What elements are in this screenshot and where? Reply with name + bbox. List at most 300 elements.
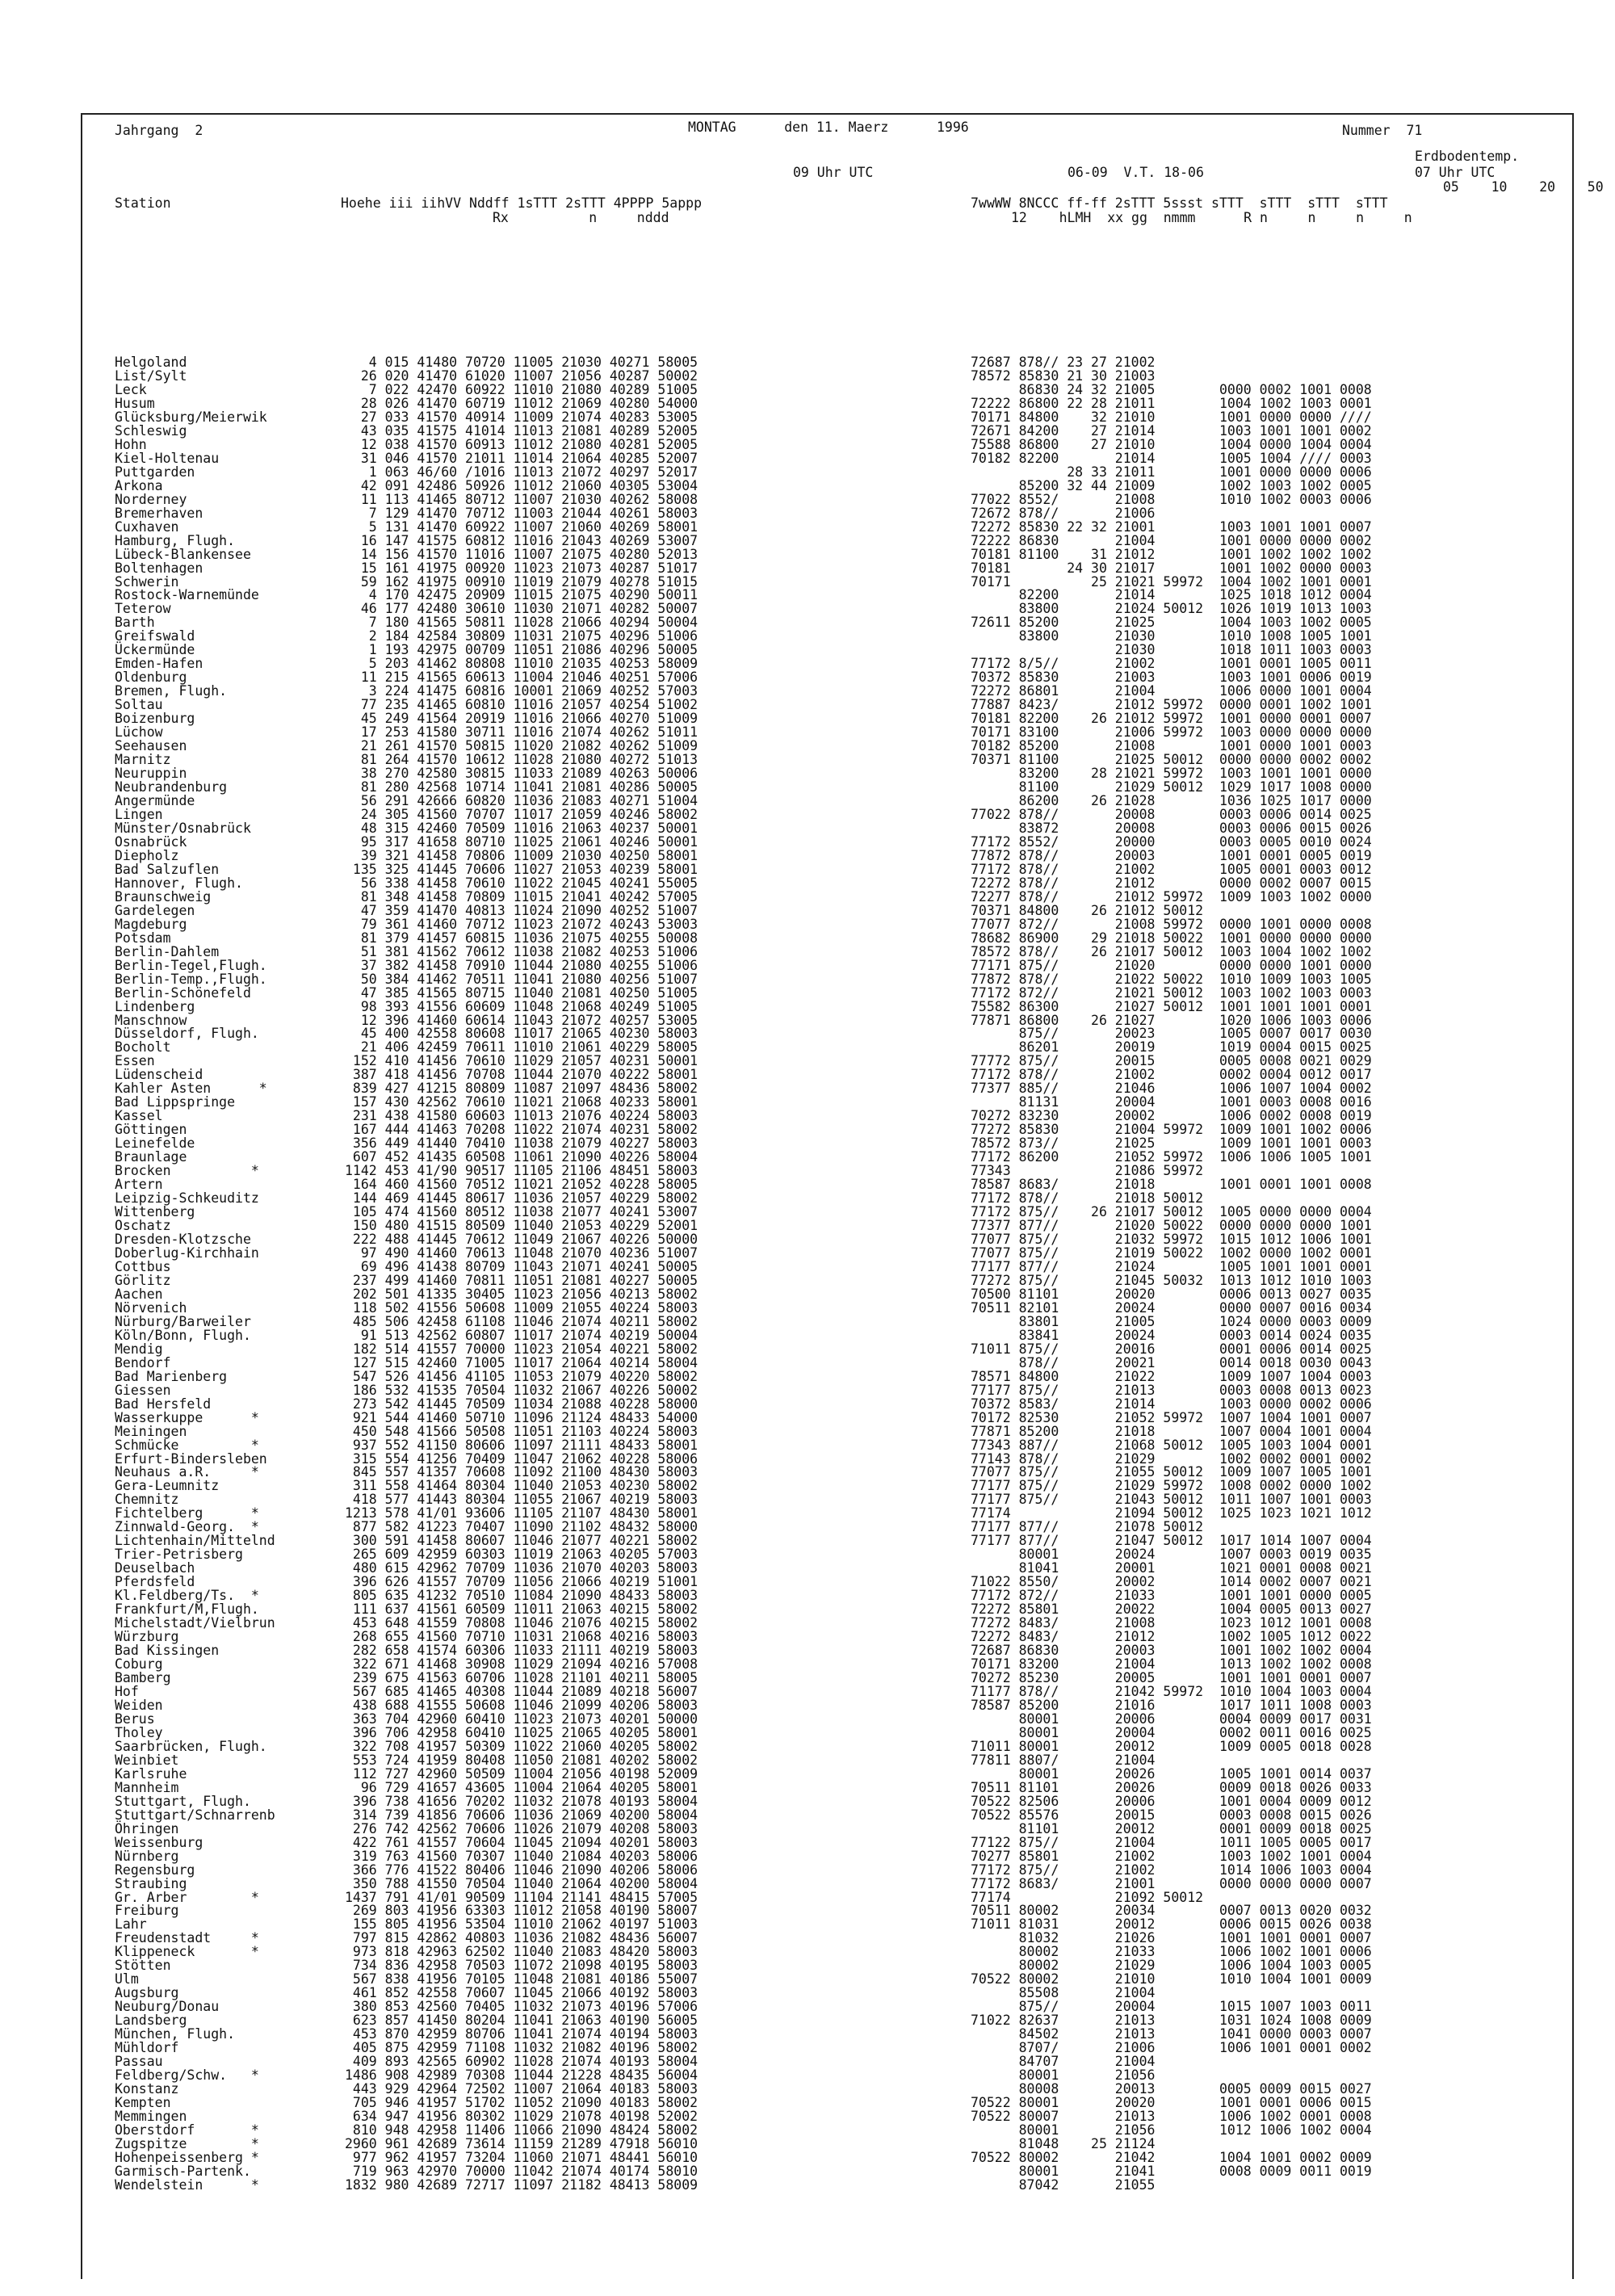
station-extra: 81032 21026 1001 1001 0001 0007 xyxy=(971,1930,1372,1946)
station-synop: 11 113 41465 80712 11007 21030 40262 58008 xyxy=(345,491,698,507)
station-name: Neuruppin xyxy=(115,766,187,782)
station-synop: 363 704 42960 60410 11023 21073 40201 50000 xyxy=(345,1710,698,1727)
station-extra: 80002 21029 1006 1004 1003 0005 xyxy=(971,1958,1372,1974)
station-synop: 11 215 41565 60613 11004 21046 40251 57006 xyxy=(345,669,698,686)
station-extra: 77171 875// 21020 0000 0000 1001 0000 xyxy=(971,957,1372,973)
station-extra: 77872 878// 21022 50022 1010 1009 1003 1005 xyxy=(971,971,1372,987)
station-extra: 80001 20004 0002 0011 0016 0025 xyxy=(971,1724,1372,1740)
station-row xyxy=(82,1547,1572,1561)
station-extra: 77772 875// 20015 0005 0008 0021 0029 xyxy=(971,1053,1372,1069)
station-row xyxy=(82,369,1572,383)
station-row xyxy=(82,1177,1572,1191)
station-extra: 70522 80007 21013 1006 1002 0001 0008 xyxy=(971,2109,1372,2124)
station-extra: 70171 83200 21004 1013 1002 1002 0008 xyxy=(971,1656,1372,1673)
station-extra: 77887 8423/ 21012 59972 0000 0001 1002 1001 xyxy=(971,697,1372,713)
station-synop: 387 418 41456 70708 11044 21070 40222 58001 xyxy=(345,1067,698,1083)
station-synop: 46 177 42480 30610 11030 21071 40282 50007 xyxy=(345,601,698,617)
station-synop: 43 035 41575 41014 11013 21081 40289 52005 xyxy=(345,422,698,439)
station-extra: 71011 875// 20016 0001 0006 0014 0025 xyxy=(971,1341,1372,1357)
station-name: Oschatz xyxy=(115,1218,171,1234)
station-extra: 77811 8807/ 21004 xyxy=(971,1752,1156,1768)
station-extra: 8707/ 21006 1006 1001 0001 0002 xyxy=(971,2040,1372,2056)
station-extra: 70181 81100 31 21012 1001 1002 1002 1002 xyxy=(971,546,1372,562)
station-synop: 607 452 41435 60508 11061 21090 40226 58004 xyxy=(345,1149,698,1165)
station-row xyxy=(82,1000,1572,1014)
station-name: Schmücke * xyxy=(115,1437,259,1453)
station-synop: 1486 908 42989 70308 11044 21228 48435 56004 xyxy=(345,2067,698,2084)
station-name: Passau xyxy=(115,2054,163,2070)
station-synop: 39 321 41458 70806 11009 21030 40250 58001 xyxy=(345,847,698,863)
station-extra: 84707 21004 xyxy=(971,2054,1156,2070)
station-name: Münster/Osnabrück xyxy=(115,820,251,836)
station-extra: 70522 80002 21042 1004 1001 0002 0009 xyxy=(971,2149,1372,2165)
station-row xyxy=(82,1109,1572,1123)
station-extra: 77177 877// 21078 50012 xyxy=(971,1519,1204,1535)
station-row xyxy=(82,1904,1572,1917)
station-row xyxy=(82,534,1572,548)
station-row xyxy=(82,1492,1572,1506)
station-extra: 70371 84800 26 21012 50012 xyxy=(971,902,1204,918)
station-row xyxy=(82,808,1572,821)
station-row xyxy=(82,1561,1572,1575)
station-extra: 70181 82200 26 21012 59972 1001 0000 0001 0007 xyxy=(971,711,1372,727)
station-row xyxy=(82,1014,1572,1027)
station-extra: 72671 84200 27 21014 1003 1001 1001 0002 xyxy=(971,422,1372,439)
station-synop: 3 224 41475 60816 10001 21069 40252 57003 xyxy=(345,683,698,699)
station-extra: 77172 8/5// 21002 1001 0001 1005 0011 xyxy=(971,656,1372,672)
station-name: Hof xyxy=(115,1683,139,1699)
station-synop: 623 857 41450 80204 11041 21063 40190 56005 xyxy=(345,2013,698,2029)
station-extra: 85508 21004 xyxy=(971,1985,1156,2001)
station-row xyxy=(82,397,1572,410)
station-synop: 7 022 42470 60922 11010 21080 40289 51005 xyxy=(345,381,698,397)
station-synop: 105 474 41560 80512 11038 21077 40241 53007 xyxy=(345,1204,698,1220)
station-name: Neuhaus a.R. * xyxy=(115,1464,259,1480)
station-synop: 705 946 41957 51702 11052 21090 40183 58002 xyxy=(345,2095,698,2111)
station-name: Stötten xyxy=(115,1958,171,1974)
station-name: Garmisch-Partenk. xyxy=(115,2163,251,2179)
station-name: Zinnwald-Georg. * xyxy=(115,1519,259,1535)
station-row xyxy=(82,753,1572,766)
station-row xyxy=(82,1863,1572,1877)
station-extra: 84502 21013 1041 0000 0003 0007 xyxy=(971,2026,1372,2042)
station-row xyxy=(82,1219,1572,1232)
station-synop: 81 280 42568 10714 11041 21081 40286 50005 xyxy=(345,779,698,795)
station-extra: 70500 81101 20020 0006 0013 0027 0035 xyxy=(971,1286,1372,1302)
station-name: Leipzig-Schkeuditz xyxy=(115,1190,259,1207)
station-extra: 80001 21056 1012 1006 1002 0004 xyxy=(971,2122,1372,2138)
station-name: Bocholt xyxy=(115,1039,171,1056)
station-synop: 2960 961 42689 73614 11159 21289 47918 56010 xyxy=(345,2135,698,2151)
station-synop: 276 742 42562 70606 11026 21079 40208 58003 xyxy=(345,1820,698,1836)
station-extra: 80001 20006 0004 0009 0017 0031 xyxy=(971,1710,1372,1727)
report-number: Nummer 71 xyxy=(1342,123,1423,138)
station-row xyxy=(82,1260,1572,1274)
station-name: Gera-Leumnitz xyxy=(115,1478,220,1494)
station-name: Seehausen xyxy=(115,738,187,754)
station-row xyxy=(82,2082,1572,2096)
station-name: Coburg xyxy=(115,1656,163,1673)
station-extra: 80008 20013 0005 0009 0015 0027 xyxy=(971,2081,1372,2097)
station-synop: 155 805 41956 53504 11010 21062 40197 51003 xyxy=(345,1916,698,1933)
station-row xyxy=(82,904,1572,917)
station-name: Berlin-Tegel,Flugh. xyxy=(115,957,267,973)
station-name: Norderney xyxy=(115,491,187,507)
station-extra: 82200 21014 1025 1018 1012 0004 xyxy=(971,587,1372,603)
station-synop: 443 929 42964 72502 11007 21064 40183 58003 xyxy=(345,2081,698,2097)
station-row xyxy=(82,1602,1572,1616)
station-name: Oldenburg xyxy=(115,669,187,686)
station-name: Wasserkuppe * xyxy=(115,1409,259,1425)
station-extra: 70511 80002 20034 0007 0013 0020 0032 xyxy=(971,1903,1372,1919)
station-synop: 144 469 41445 80617 11036 21057 40229 58002 xyxy=(345,1190,698,1207)
station-name: Barth xyxy=(115,615,155,631)
station-name: Puttgarden xyxy=(115,464,195,480)
station-row xyxy=(82,451,1572,465)
station-row xyxy=(82,1040,1572,1054)
station-row xyxy=(82,1425,1572,1438)
station-name: Frankfurt/M,Flugh. xyxy=(115,1601,259,1618)
station-row xyxy=(82,835,1572,849)
station-synop: 319 763 41560 70307 11040 21084 40203 58006 xyxy=(345,1848,698,1864)
station-row xyxy=(82,1506,1572,1520)
station-name: Weissenburg xyxy=(115,1834,203,1850)
station-name: Diepholz xyxy=(115,847,179,863)
station-synop: 118 502 41556 50608 11009 21055 40224 58003 xyxy=(345,1299,698,1316)
station-name: Angermünde xyxy=(115,793,195,808)
station-name: Berlin-Temp.,Flugh. xyxy=(115,971,267,987)
station-name: Kassel xyxy=(115,1108,163,1124)
station-name: Bremerhaven xyxy=(115,505,203,521)
station-name: Neuburg/Donau xyxy=(115,1999,220,2015)
station-row xyxy=(82,780,1572,794)
station-row xyxy=(82,1274,1572,1287)
station-row xyxy=(82,2123,1572,2137)
station-row xyxy=(82,506,1572,520)
station-row xyxy=(82,657,1572,670)
station-row xyxy=(82,629,1572,643)
station-synop: 396 706 42958 60410 11025 21065 40205 58001 xyxy=(345,1724,698,1740)
station-extra: 77343 21086 59972 xyxy=(971,1163,1204,1179)
station-name: Doberlug-Kirchhain xyxy=(115,1245,259,1261)
station-synop: 1142 453 41/90 90517 11105 21106 48451 58003 xyxy=(345,1163,698,1179)
station-extra: 21030 1018 1011 1003 0003 xyxy=(971,642,1372,658)
station-synop: 81 264 41570 10612 11028 21080 40272 51013 xyxy=(345,752,698,768)
station-name: Leinefelde xyxy=(115,1135,195,1152)
station-name: Saarbrücken, Flugh. xyxy=(115,1738,267,1754)
station-name: Potsdam xyxy=(115,930,171,946)
station-synop: 2 184 42584 30809 11031 21075 40296 51006 xyxy=(345,628,698,644)
column-header-line2b: 12 hLMH xx gg nmmm R n n n n xyxy=(1011,210,1412,225)
station-row xyxy=(82,2041,1572,2055)
column-header-line1b: 7wwWW 8NCCC ff-ff 2sTTT 5ssst sTTT sTTT sTTT sTTT xyxy=(971,195,1388,211)
station-name: Lüchow xyxy=(115,724,163,741)
station-name: Manschnow xyxy=(115,1012,187,1028)
station-synop: 973 818 42963 62502 11040 21083 48420 58003 xyxy=(345,1944,698,1960)
station-synop: 4 170 42475 20909 11015 21075 40290 50011 xyxy=(345,587,698,603)
station-extra: 70522 80002 21010 1010 1004 1001 0009 xyxy=(971,1971,1372,1987)
station-synop: 273 542 41445 70509 11034 21088 40228 58000 xyxy=(345,1396,698,1412)
station-synop: 396 738 41656 70202 11032 21078 40193 58004 xyxy=(345,1793,698,1809)
station-extra: 81048 25 21124 xyxy=(971,2135,1156,2151)
station-name: Freiburg xyxy=(115,1903,179,1919)
station-extra: 86200 26 21028 1036 1025 1017 0000 xyxy=(971,793,1372,808)
station-row xyxy=(82,493,1572,506)
station-name: Marnitz xyxy=(115,752,171,768)
station-row xyxy=(82,794,1572,808)
station-synop: 97 490 41460 70613 11048 21070 40236 51007 xyxy=(345,1245,698,1261)
station-row xyxy=(82,1438,1572,1452)
station-extra: 77122 875// 21004 1011 1005 0005 0017 xyxy=(971,1834,1372,1850)
station-row xyxy=(82,2137,1572,2151)
station-name: Göttingen xyxy=(115,1122,187,1138)
station-synop: 37 382 41458 70910 11044 21080 40255 51006 xyxy=(345,957,698,973)
station-synop: 186 532 41535 70504 11032 21067 40226 50002 xyxy=(345,1382,698,1398)
station-extra: 71011 80001 20012 1009 0005 0018 0028 xyxy=(971,1738,1372,1754)
station-name: Karlsruhe xyxy=(115,1765,187,1782)
station-extra: 75588 86800 27 21010 1004 0000 1004 0004 xyxy=(971,436,1372,452)
station-extra: 83841 20024 0003 0014 0024 0035 xyxy=(971,1327,1372,1343)
station-name: Freudenstadt * xyxy=(115,1930,259,1946)
station-row xyxy=(82,1479,1572,1492)
station-row xyxy=(82,2000,1572,2013)
station-name: Emden-Hafen xyxy=(115,656,203,672)
station-name: Bad Salzuflen xyxy=(115,861,220,877)
station-extra: 77022 878// 20008 0003 0006 0014 0025 xyxy=(971,806,1372,822)
station-synop: 111 637 41561 60509 11011 21063 40215 58002 xyxy=(345,1601,698,1618)
station-synop: 98 393 41556 60609 11048 21068 40249 51005 xyxy=(345,998,698,1014)
station-row xyxy=(82,2027,1572,2041)
station-synop: 839 427 41215 80809 11087 21097 48436 58002 xyxy=(345,1081,698,1097)
station-synop: 634 947 41956 80302 11029 21078 40198 52002 xyxy=(345,2109,698,2124)
station-extra: 72672 878// 21006 xyxy=(971,505,1156,521)
station-extra: 77177 877// 21024 1005 1001 1001 0001 xyxy=(971,1258,1372,1274)
station-extra: 70272 85230 20005 1001 1001 0001 0007 xyxy=(971,1670,1372,1685)
station-extra: 77377 877// 21020 50022 0000 0000 0000 1001 xyxy=(971,1218,1372,1234)
station-row xyxy=(82,1589,1572,1602)
station-name: Cottbus xyxy=(115,1258,171,1274)
station-row xyxy=(82,2068,1572,2082)
station-synop: 38 270 42580 30815 11033 21089 40263 50006 xyxy=(345,766,698,782)
station-extra: 72222 86800 22 28 21011 1004 1002 1003 0001 xyxy=(971,395,1372,411)
station-extra: 80001 21056 xyxy=(971,2067,1156,2084)
station-row xyxy=(82,986,1572,1000)
station-synop: 127 515 42460 71005 11017 21064 40214 58004 xyxy=(345,1354,698,1370)
station-row xyxy=(82,355,1572,369)
station-name: Gr. Arber * xyxy=(115,1889,259,1905)
station-row xyxy=(82,548,1572,561)
station-extra: 72687 86830 20003 1001 1002 1002 0004 xyxy=(971,1643,1372,1659)
station-name: Fichtelberg * xyxy=(115,1505,259,1522)
station-name: Bad Marienberg xyxy=(115,1368,228,1384)
station-synop: 7 129 41470 70712 11003 21044 40261 58003 xyxy=(345,505,698,521)
station-name: Lahr xyxy=(115,1916,147,1933)
station-row xyxy=(82,890,1572,904)
station-extra: 72272 85801 20022 1004 0005 0013 0027 xyxy=(971,1601,1372,1618)
station-name: Bendorf xyxy=(115,1354,171,1370)
station-row xyxy=(82,561,1572,575)
station-synop: 734 836 42958 70503 11072 21098 40195 58003 xyxy=(345,1958,698,1974)
station-extra: 77177 875// 21029 59972 1008 0002 0000 1002 xyxy=(971,1478,1372,1494)
station-name: Gardelegen xyxy=(115,902,195,918)
station-name: Osnabrück xyxy=(115,833,187,850)
station-row xyxy=(82,615,1572,629)
station-name: München, Flugh. xyxy=(115,2026,236,2042)
station-row xyxy=(82,1972,1572,1986)
station-synop: 79 361 41460 70712 11023 21072 40243 53003 xyxy=(345,916,698,932)
station-name: Düsseldorf, Flugh. xyxy=(115,1026,259,1042)
station-name: Zugspitze * xyxy=(115,2135,259,2151)
station-synop: 356 449 41440 70410 11038 21079 40227 58003 xyxy=(345,1135,698,1152)
station-row xyxy=(82,479,1572,493)
station-synop: 47 385 41565 80715 11040 21081 40250 51005 xyxy=(345,984,698,1001)
station-name: Stuttgart/Schnarrenb xyxy=(115,1807,275,1823)
station-name: Rostock-Warnemünde xyxy=(115,587,259,603)
station-extra: 77172 86200 21052 59972 1006 1006 1005 1001 xyxy=(971,1149,1372,1165)
station-row xyxy=(82,1301,1572,1315)
station-synop: 719 963 42970 70000 11042 21074 40174 58010 xyxy=(345,2163,698,2179)
station-extra: 77377 885// 21046 1006 1007 1004 0002 xyxy=(971,1081,1372,1097)
station-row xyxy=(82,383,1572,397)
station-synop: 322 671 41468 30908 11029 21094 40216 57008 xyxy=(345,1656,698,1673)
station-name: Cuxhaven xyxy=(115,518,179,535)
station-extra: 77172 878// 21002 0002 0004 0012 0017 xyxy=(971,1067,1372,1083)
station-row xyxy=(82,1836,1572,1849)
station-synop: 24 305 41560 70707 11017 21059 40246 58002 xyxy=(345,806,698,822)
station-name: Straubing xyxy=(115,1875,187,1891)
station-extra: 70181 24 30 21017 1001 1002 0000 0003 xyxy=(971,560,1372,576)
station-extra: 77172 875// 26 21017 50012 1005 0000 0000 0004 xyxy=(971,1204,1372,1220)
station-row xyxy=(82,588,1572,602)
station-synop: 422 761 41557 70604 11045 21094 40201 58003 xyxy=(345,1834,698,1850)
station-row xyxy=(82,1191,1572,1205)
station-name: Greifswald xyxy=(115,628,195,644)
station-row xyxy=(82,643,1572,657)
station-row xyxy=(82,1931,1572,1945)
station-row xyxy=(82,1164,1572,1177)
station-extra: 70522 82506 20006 1001 0004 0009 0012 xyxy=(971,1793,1372,1809)
station-name: Deuselbach xyxy=(115,1560,195,1576)
station-extra: 70511 81101 20026 0009 0018 0026 0033 xyxy=(971,1779,1372,1795)
station-synop: 56 291 42666 60820 11036 21083 40271 51004 xyxy=(345,793,698,808)
station-name: Lindenberg xyxy=(115,998,195,1014)
station-name: Memmingen xyxy=(115,2109,187,2124)
station-name: Görlitz xyxy=(115,1272,171,1288)
station-row xyxy=(82,1136,1572,1150)
station-synop: 480 615 42962 70709 11036 21070 40203 58003 xyxy=(345,1560,698,1576)
station-row xyxy=(82,1891,1572,1904)
station-synop: 877 582 41223 70407 11090 21102 48432 58000 xyxy=(345,1519,698,1535)
station-name: Soltau xyxy=(115,697,163,713)
station-synop: 50 384 41462 70511 11041 21080 40256 51007 xyxy=(345,971,698,987)
station-table xyxy=(82,355,1572,2192)
station-extra: 72611 85200 21025 1004 1003 1002 0005 xyxy=(971,615,1372,631)
station-synop: 485 506 42458 61108 11046 21074 40211 58002 xyxy=(345,1313,698,1329)
station-extra: 77272 85830 21004 59972 1009 1001 1002 0006 xyxy=(971,1122,1372,1138)
station-extra: 77172 875// 21002 1014 1006 1003 0004 xyxy=(971,1862,1372,1878)
station-name: Aachen xyxy=(115,1286,163,1302)
station-synop: 405 875 42959 71108 11032 21082 40196 58002 xyxy=(345,2040,698,2056)
station-extra: 70371 81100 21025 50012 0000 0000 0002 0002 xyxy=(971,752,1372,768)
station-name: Meiningen xyxy=(115,1423,187,1439)
station-synop: 845 557 41357 70608 11092 21100 48430 58003 xyxy=(345,1464,698,1480)
station-extra: 28 33 21011 1001 0000 0000 0006 xyxy=(971,464,1372,480)
station-name: Feldberg/Schw. * xyxy=(115,2067,259,2084)
station-extra: 81100 21029 50012 1029 1017 1008 0000 xyxy=(971,779,1372,795)
station-synop: 182 514 41557 70000 11023 21054 40221 58002 xyxy=(345,1341,698,1357)
station-name: Magdeburg xyxy=(115,916,187,932)
station-synop: 1832 980 42689 72717 11097 21182 48413 58009 xyxy=(345,2176,698,2193)
station-synop: 314 739 41856 70606 11036 21069 40200 58004 xyxy=(345,1807,698,1823)
station-extra: 70522 80001 20020 1001 0001 0006 0015 xyxy=(971,2095,1372,2111)
station-row xyxy=(82,1411,1572,1425)
station-synop: 150 480 41515 80509 11040 21053 40229 52001 xyxy=(345,1218,698,1234)
station-name: Ulm xyxy=(115,1971,139,1987)
station-extra: 77172 878// 21018 50012 xyxy=(971,1190,1204,1207)
station-row xyxy=(82,2164,1572,2178)
station-extra: 72222 86830 21004 1001 0000 0000 0002 xyxy=(971,532,1372,548)
station-row xyxy=(82,1342,1572,1356)
station-extra: 71022 82637 21013 1031 1024 1008 0009 xyxy=(971,2013,1372,2029)
station-name: Ückermünde xyxy=(115,642,195,658)
station-extra: 70522 85576 20015 0003 0008 0015 0026 xyxy=(971,1807,1372,1823)
station-extra: 72277 878// 21012 59972 1009 1003 1002 0000 xyxy=(971,888,1372,905)
station-name: Stuttgart, Flugh. xyxy=(115,1793,251,1809)
station-row xyxy=(82,698,1572,711)
station-synop: 921 544 41460 50710 11096 21124 48433 54000 xyxy=(345,1409,698,1425)
station-name: Schwerin xyxy=(115,573,179,590)
station-synop: 91 513 42562 60807 11017 21074 40219 50004 xyxy=(345,1327,698,1343)
station-synop: 81 379 41457 60815 11036 21075 40255 50008 xyxy=(345,930,698,946)
station-row xyxy=(82,1945,1572,1958)
station-name: Hannover, Flugh. xyxy=(115,875,243,891)
station-extra: 71022 8550/ 20002 1014 0002 0007 0021 xyxy=(971,1574,1372,1590)
station-name: Wendelstein * xyxy=(115,2176,259,2193)
station-synop: 450 548 41566 50508 11051 21103 40224 58003 xyxy=(345,1423,698,1439)
station-row xyxy=(82,2096,1572,2109)
station-name: Brocken * xyxy=(115,1163,259,1179)
station-row xyxy=(82,1026,1572,1040)
station-row xyxy=(82,438,1572,451)
station-name: Klippeneck * xyxy=(115,1944,259,1960)
station-synop: 27 033 41570 40914 11009 21074 40283 53005 xyxy=(345,409,698,425)
station-synop: 380 853 42560 70405 11032 21073 40196 57006 xyxy=(345,1999,698,2015)
station-row xyxy=(82,1123,1572,1136)
station-extra: 71177 878// 21042 59972 1010 1004 1003 0004 xyxy=(971,1683,1372,1699)
station-synop: 231 438 41580 60603 11013 21076 40224 58003 xyxy=(345,1108,698,1124)
station-name: Würzburg xyxy=(115,1629,179,1645)
station-synop: 366 776 41522 80406 11046 21090 40206 58006 xyxy=(345,1862,698,1878)
station-name: Leck xyxy=(115,381,147,397)
station-extra: 77272 8483/ 21008 1023 1012 1001 0008 xyxy=(971,1615,1372,1631)
station-row xyxy=(82,1698,1572,1712)
station-synop: 268 655 41560 70710 11031 21068 40216 58003 xyxy=(345,1629,698,1645)
station-synop: 1213 578 41/01 93606 11105 21107 48430 58001 xyxy=(345,1505,698,1522)
station-name: Bremen, Flugh. xyxy=(115,683,228,699)
station-name: Braunlage xyxy=(115,1149,187,1165)
station-synop: 300 591 41458 80607 11046 21077 40221 58002 xyxy=(345,1533,698,1549)
station-synop: 21 406 42459 70611 11010 21061 40229 58005 xyxy=(345,1039,698,1056)
station-row xyxy=(82,1630,1572,1643)
station-row xyxy=(82,1575,1572,1589)
station-row xyxy=(82,821,1572,835)
station-synop: 45 249 41564 20919 11016 21066 40270 51009 xyxy=(345,711,698,727)
station-row xyxy=(82,1986,1572,2000)
station-extra: 77172 8683/ 21001 0000 0000 0000 0007 xyxy=(971,1875,1372,1891)
station-row xyxy=(82,711,1572,725)
station-extra: 77343 887// 21068 50012 1005 1003 1004 0001 xyxy=(971,1437,1372,1453)
station-row xyxy=(82,1054,1572,1068)
